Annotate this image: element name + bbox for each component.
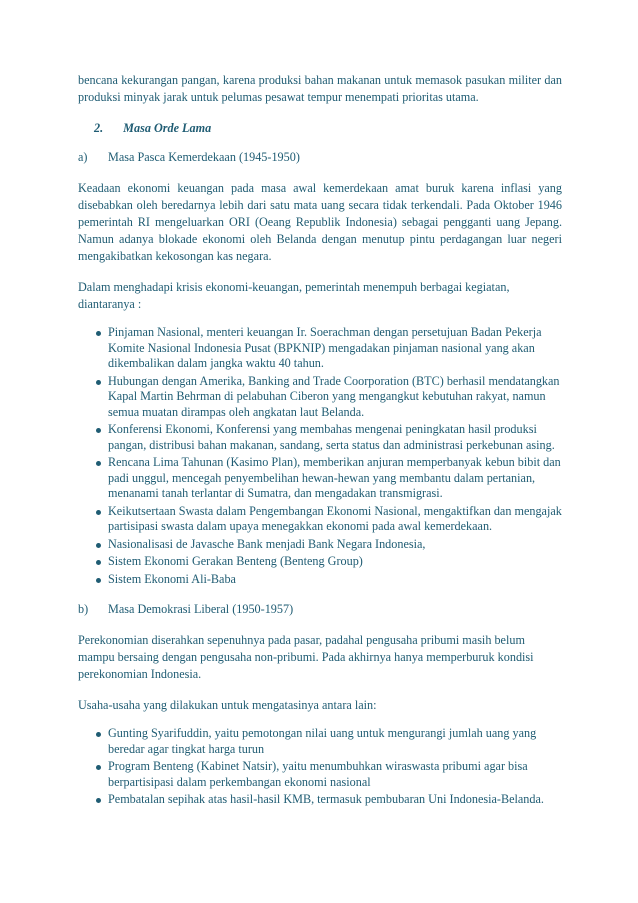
- list-item-text: Sistem Ekonomi Gerakan Benteng (Benteng Group): [108, 554, 363, 568]
- document-body: [78, 72, 562, 810]
- bullet-icon: [96, 461, 101, 466]
- list-item-text: Rencana Lima Tahunan (Kasimo Plan), memberikan anjuran memperbanyak kebun bibit dan padi unggul, mencegah penyembelihan hewan-hewan yang membantu dalam pertanian, menanami tanah terlantar di Sumatra, dan mengadakan transmigrasi.: [108, 455, 561, 500]
- subheading-a: [78, 149, 562, 166]
- list-item-text: Nasionalisasi de Javasche Bank menjadi Bank Negara Indonesia,: [108, 536, 426, 551]
- paragraph-a1: Keadaan ekonomi keuangan pada masa awal kemerdekaan amat buruk karena inflasi yang disebabkan oleh beredarnya lebih dari satu mata uang secara tidak terkendali. Pada Oktober 1946 pemerintah RI mengeluarkan ORI (Oeang Republik Indonesia) sebagai pengganti uang Jepang. Namun adanya blokade ekonomi oleh Belanda dengan menutup pintu perdagangan luar negeri mengakibatkan kekosongan kas negara.: [78, 181, 562, 263]
- subheading-a-label: a): [78, 150, 88, 164]
- bullet-icon: [96, 428, 101, 433]
- list-item: [78, 572, 562, 588]
- list-item: [78, 422, 562, 453]
- list-item: [78, 374, 562, 421]
- list-item-text: Pembatalan sepihak atas hasil-hasil KMB, termasuk pembubaran Uni Indonesia-Belanda.: [108, 792, 544, 806]
- list-item-text: Sistem Ekonomi Ali-Baba: [108, 571, 236, 586]
- subheading-b: [78, 601, 562, 618]
- section-number: 2.: [94, 121, 104, 135]
- list-item: [78, 537, 562, 553]
- bullet-icon: [96, 331, 101, 336]
- list-item: [78, 325, 562, 372]
- list-item-text: Hubungan dengan Amerika, Banking and Trade Coorporation (BTC) berhasil mendatangkan Kapal Martin Behrman di pelabuhan Ciberon yang mengangkut kebutuhan rakyat, namun semua muatan dirampas oleh angkatan laut Belanda.: [108, 373, 560, 419]
- list-item: [78, 455, 562, 502]
- bullet-icon: [96, 798, 101, 803]
- list-item: [78, 726, 562, 757]
- subheading-b-label: b): [78, 602, 89, 616]
- bullet-icon: [96, 380, 101, 385]
- paragraph-b2: Usaha-usaha yang dilakukan untuk mengatasinya antara lain:: [78, 698, 377, 712]
- bullet-list-b: [78, 726, 562, 808]
- list-item-text: Konferensi Ekonomi, Konferensi yang membahas mengenai peningkatan hasil produksi pangan, distribusi bahan makanan, sandang, serta status dan administrasi perkebunan asing.: [108, 422, 555, 452]
- bullet-icon: [96, 765, 101, 770]
- bullet-icon: [96, 732, 101, 737]
- list-item: [78, 792, 562, 808]
- subheading-b-title: Masa Demokrasi Liberal (1950-1957): [108, 602, 294, 616]
- section-heading: [94, 120, 562, 137]
- list-item-text: Pinjaman Nasional, menteri keuangan Ir. Soerachman dengan persetujuan Badan Pekerja Komite Nasional Indonesia Pusat (BPKNIP) mengadakan pinjaman nasional yang akan dikembalikan dalam jangka waktu 40 tahun.: [108, 325, 542, 370]
- subheading-a-title: Masa Pasca Kemerdekaan (1945-1950): [108, 150, 300, 164]
- bullet-icon: [96, 560, 101, 565]
- bullet-icon: [96, 578, 101, 583]
- bullet-icon: [96, 510, 101, 515]
- bullet-list-a: [78, 325, 562, 587]
- paragraph-b1: Perekonomian diserahkan sepenuhnya pada pasar, padahal pengusaha pribumi masih belum mampu bersaing dengan pengusaha non-pribumi. Pada akhirnya hanya memperburuk kondisi perekonomian Indonesia.: [78, 633, 534, 681]
- paragraph-a2: Dalam menghadapi krisis ekonomi-keuangan, pemerintah menempuh berbagai kegiatan, diantaranya :: [78, 280, 510, 311]
- intro-paragraph: bencana kekurangan pangan, karena produksi bahan makanan untuk memasok pasukan militer dan produksi minyak jarak untuk pelumas pesawat tempur menempati prioritas utama.: [78, 73, 562, 104]
- list-item-text: Keikutsertaan Swasta dalam Pengembangan Ekonomi Nasional, mengaktifkan dan mengajak partisipasi swasta dalam upaya menegakkan ekonomi pada awal kemerdekaan.: [108, 503, 562, 533]
- bullet-icon: [96, 543, 101, 548]
- section-title: Masa Orde Lama: [123, 121, 212, 135]
- list-item-text: Gunting Syarifuddin, yaitu pemotongan nilai uang untuk mengurangi jumlah uang yang beredar agar tingkat harga turun: [108, 726, 537, 756]
- list-item: [78, 554, 562, 570]
- list-item: [78, 759, 562, 790]
- list-item: [78, 504, 562, 535]
- list-item-text: Program Benteng (Kabinet Natsir), yaitu menumbuhkan wiraswasta pribumi agar bisa berpartisipasi dalam perkembangan ekonomi nasional: [108, 759, 528, 789]
